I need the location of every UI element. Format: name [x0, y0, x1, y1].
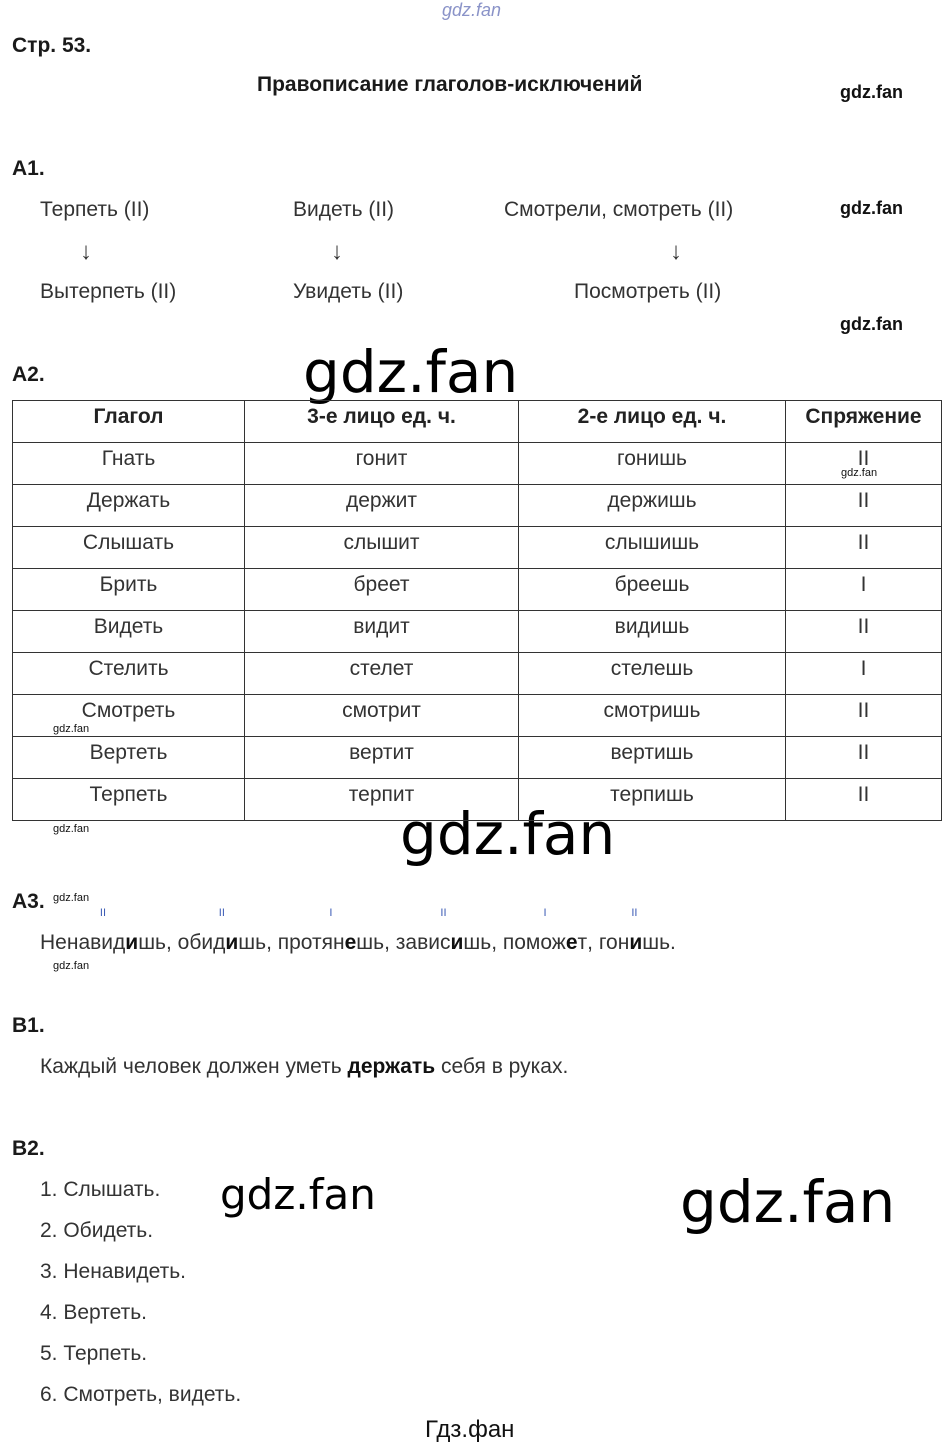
section-a2-label: А2.: [12, 363, 45, 386]
verb-with-ending: II обидишь: [177, 907, 267, 954]
watermark-big: gdz.fan: [680, 1168, 896, 1236]
section-b1-label: В1.: [12, 1014, 45, 1037]
watermark-small: gdz.fan: [840, 82, 903, 102]
table-cell: II: [786, 485, 942, 527]
b2-list: [40, 1178, 241, 1424]
b1-bold-verb: держать: [347, 1055, 436, 1078]
watermark-tiny: gdz.fan: [53, 892, 90, 904]
verb-with-ending: I поможет: [502, 907, 588, 954]
column-header: 2-е лицо ед. ч.: [519, 401, 786, 443]
table-cell: Слышать: [13, 527, 245, 569]
ending-letter: и: [125, 931, 139, 954]
a1-verb-from: Видеть (II): [293, 198, 395, 221]
conjugation-mark: I: [329, 907, 333, 919]
table-cell: бреет: [245, 569, 519, 611]
table-row: [13, 527, 942, 569]
conjugation-mark: II: [99, 907, 107, 919]
table-cell: Терпеть: [13, 779, 245, 821]
verb-with-ending: I протянешь: [277, 907, 385, 954]
ending-letter: е: [565, 931, 578, 954]
a1-verb-to: Увидеть (II): [293, 280, 404, 303]
table-cell: Брить: [13, 569, 245, 611]
down-arrow-icon: ↓: [80, 238, 92, 265]
table-cell: смотришь: [519, 695, 786, 737]
column-header: 3-е лицо ед. ч.: [245, 401, 519, 443]
watermark-tiny: gdz.fan: [53, 723, 90, 735]
ending-letter: е: [344, 931, 357, 954]
section-a3-label: А3.: [12, 890, 45, 913]
table-cell: стелешь: [519, 653, 786, 695]
list-item: 2. Обидеть.: [40, 1219, 154, 1242]
watermark-big: gdz.fan: [303, 338, 519, 406]
watermark-small: gdz.fan: [840, 314, 903, 334]
table-cell: Гнать: [13, 443, 245, 485]
table-cell: Вертеть: [13, 737, 245, 779]
page-title: Правописание глаголов-исключений: [257, 73, 643, 96]
verb-with-ending: II Ненавидишь: [40, 907, 166, 954]
watermark-tiny: gdz.fan: [841, 467, 878, 479]
section-a1-label: А1.: [12, 157, 45, 180]
down-arrow-icon: ↓: [331, 238, 343, 265]
watermark-tiny: gdz.fan: [53, 823, 90, 835]
b1-sentence: Каждый человек должен уметь держать себя в руках.: [40, 1055, 569, 1078]
a1-verb-to: Вытерпеть (II): [40, 280, 177, 303]
list-item: 1. Слышать.: [40, 1178, 161, 1201]
list-item: 6. Смотреть, видеть.: [40, 1383, 242, 1406]
table-cell: II: [786, 611, 942, 653]
conjugation-mark: II: [440, 907, 447, 919]
column-header: Глагол: [13, 401, 245, 443]
conjugation-mark: II: [631, 907, 638, 919]
table-cell: II: [786, 443, 942, 485]
table-cell: слышишь: [519, 527, 786, 569]
watermark-small: gdz.fan: [840, 198, 903, 218]
table-row: [13, 611, 942, 653]
table-cell: Смотреть: [13, 695, 245, 737]
table-row: [13, 569, 942, 611]
watermark-tiny: gdz.fan: [53, 960, 90, 972]
table-cell: видишь: [519, 611, 786, 653]
down-arrow-icon: ↓: [670, 238, 682, 265]
ending-letter: и: [629, 931, 643, 954]
conjugation-table: [12, 400, 942, 821]
list-item: 4. Вертеть.: [40, 1301, 148, 1324]
table-cell: гонит: [245, 443, 519, 485]
table-cell: гонишь: [519, 443, 786, 485]
list-item: 5. Терпеть.: [40, 1342, 148, 1365]
table-cell: II: [786, 779, 942, 821]
table-cell: терпит: [245, 779, 519, 821]
table-cell: слышит: [245, 527, 519, 569]
table-cell: I: [786, 569, 942, 611]
table-cell: II: [786, 737, 942, 779]
table-cell: вертишь: [519, 737, 786, 779]
table-cell: видит: [245, 611, 519, 653]
table-cell: терпишь: [519, 779, 786, 821]
table-row: [13, 737, 942, 779]
a1-verb-from: Смотрели, смотреть (II): [504, 198, 734, 221]
list-item: 3. Ненавидеть.: [40, 1260, 186, 1283]
table-cell: II: [786, 527, 942, 569]
watermark-big: gdz.fan: [400, 800, 616, 868]
a3-sentence: II Ненавидишь, II обидишь, I протянешь, II зависишь, I поможет, II гонишь.: [40, 907, 676, 954]
verb-with-ending: II гонишь: [598, 907, 671, 954]
table-cell: I: [786, 653, 942, 695]
table-cell: держишь: [519, 485, 786, 527]
footer-watermark: Гдз.фан: [425, 1416, 515, 1443]
ending-letter: и: [225, 931, 239, 954]
table-row: [13, 485, 942, 527]
table-row: [13, 695, 942, 737]
a1-verb-to: Посмотреть (II): [574, 280, 722, 303]
table-cell: Видеть: [13, 611, 245, 653]
page-number: Стр. 53.: [12, 34, 92, 57]
ending-letter: и: [450, 931, 464, 954]
watermark-big: gdz.fan: [220, 1170, 376, 1219]
section-b2-label: В2.: [12, 1137, 45, 1160]
table-cell: вертит: [245, 737, 519, 779]
conjugation-mark: I: [543, 907, 547, 919]
a1-verb-from: Терпеть (II): [40, 198, 150, 221]
table-cell: держит: [245, 485, 519, 527]
table-cell: Держать: [13, 485, 245, 527]
table-row: [13, 653, 942, 695]
table-cell: смотрит: [245, 695, 519, 737]
column-header: Спряжение: [786, 401, 942, 443]
conjugation-mark: II: [218, 907, 225, 919]
table-cell: бреешь: [519, 569, 786, 611]
table-row: [13, 443, 942, 485]
table-cell: стелет: [245, 653, 519, 695]
table-row: [13, 779, 942, 821]
verb-with-ending: II зависишь: [395, 907, 492, 954]
table-cell: Стелить: [13, 653, 245, 695]
table-header-row: [13, 401, 942, 443]
table-cell: II: [786, 695, 942, 737]
watermark-top: gdz.fan: [442, 0, 502, 20]
